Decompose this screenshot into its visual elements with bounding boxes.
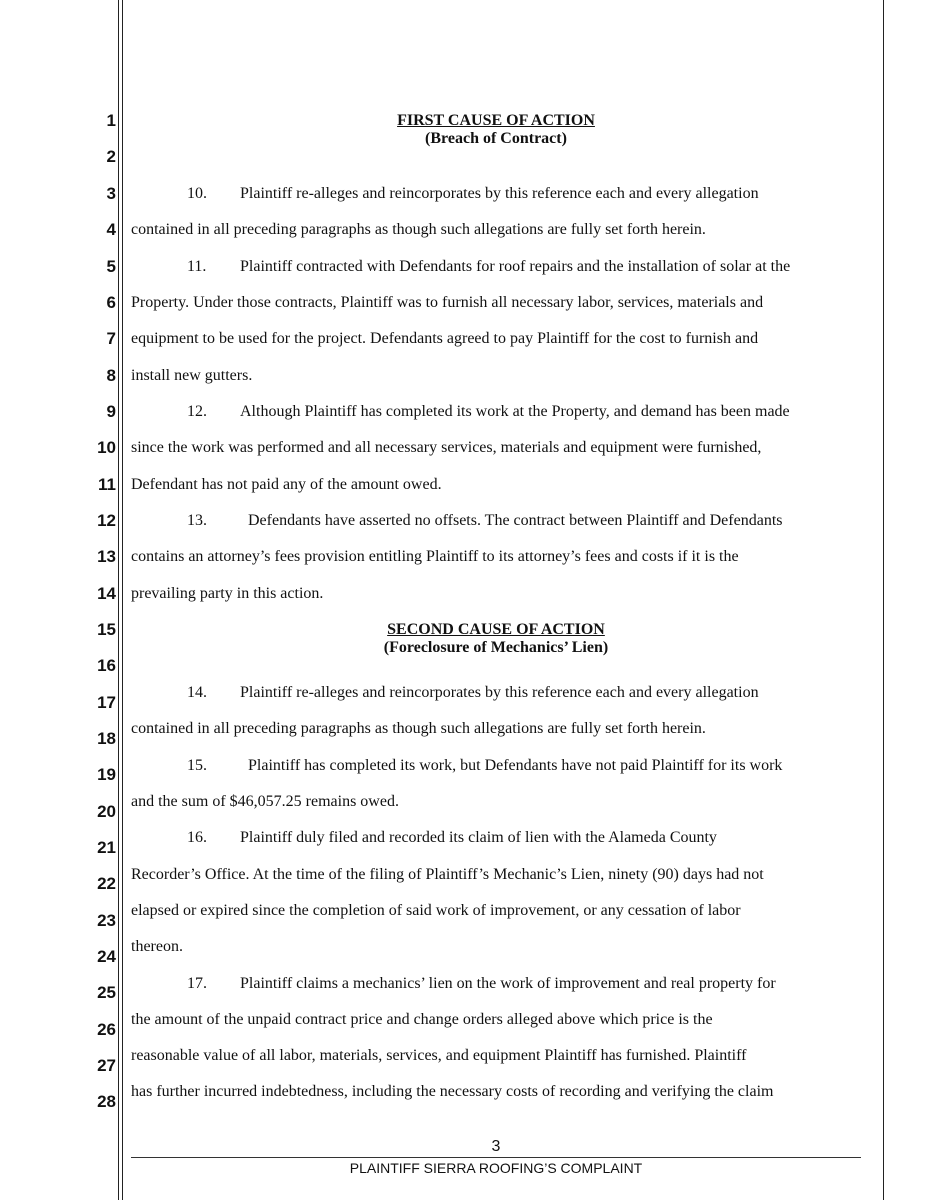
- paragraph-line: [187, 756, 782, 776]
- paragraph-line: [187, 828, 717, 848]
- line-number: 12: [97, 511, 116, 530]
- paragraph-text: Although Plaintiff has completed its work at the Property, and demand has been made: [240, 403, 790, 420]
- line-number: 11: [98, 475, 116, 494]
- line-number: 5: [106, 257, 116, 276]
- line-number: 16: [97, 656, 116, 675]
- line-number: 4: [106, 220, 116, 239]
- paragraph-line: has further incurred indebtedness, including the necessary costs of recording and verifying the claim: [131, 1083, 774, 1100]
- line-number: 14: [97, 584, 116, 603]
- line-number: 17: [97, 693, 116, 712]
- paragraph-line: elapsed or expired since the completion of said work of improvement, or any cessation of labor: [131, 902, 741, 919]
- paragraph-line: contains an attorney’s fees provision entitling Plaintiff to its attorney’s fees and costs if it is the: [131, 548, 739, 565]
- line-number: 26: [97, 1020, 116, 1039]
- paragraph-text: Plaintiff has completed its work, but Defendants have not paid Plaintiff for its work: [244, 757, 783, 774]
- paragraph-line: [187, 511, 782, 531]
- paragraph-text: Plaintiff contracted with Defendants for roof repairs and the installation of solar at the: [240, 258, 791, 275]
- section-heading-first: [131, 112, 861, 148]
- paragraph-line: equipment to be used for the project. Defendants agreed to pay Plaintiff for the cost to furnish and: [131, 330, 759, 347]
- paragraph-line: the amount of the unpaid contract price and change orders alleged above which price is the: [131, 1011, 713, 1028]
- paragraph-number: 12.: [187, 403, 207, 420]
- paragraph-line: and the sum of $46,057.25 remains owed.: [131, 793, 399, 810]
- line-number: 13: [97, 547, 116, 566]
- page-number: 3: [491, 1138, 501, 1155]
- paragraph-line: [187, 184, 759, 204]
- section-subtitle: (Breach of Contract): [425, 130, 567, 147]
- paragraph-line: contained in all preceding paragraphs as though such allegations are fully set forth herein.: [131, 720, 706, 737]
- line-number: 3: [106, 184, 116, 203]
- paragraph-line: [187, 257, 790, 277]
- paragraph-line: thereon.: [131, 938, 183, 955]
- footer-divider: [131, 1157, 861, 1158]
- paragraph-line: Property. Under those contracts, Plaintiff was to furnish all necessary labor, services, materials and: [131, 294, 764, 311]
- line-number: 28: [97, 1092, 116, 1111]
- line-number: 19: [97, 765, 116, 784]
- paragraph-line: contained in all preceding paragraphs as though such allegations are fully set forth herein.: [131, 221, 706, 238]
- line-number: 23: [97, 911, 116, 930]
- paragraph-number: 13.: [187, 512, 207, 529]
- line-number: 27: [97, 1056, 116, 1075]
- paragraph-number: 14.: [187, 684, 207, 701]
- line-number: 25: [97, 983, 116, 1002]
- paragraph-line: [187, 683, 759, 703]
- paragraph-number: 15.: [187, 757, 207, 774]
- right-margin-rule: [883, 0, 884, 1200]
- line-number: 9: [106, 402, 116, 421]
- line-number: 1: [106, 111, 116, 130]
- section-title: FIRST CAUSE OF ACTION: [397, 112, 595, 129]
- paragraph-line: prevailing party in this action.: [131, 585, 324, 602]
- left-margin-rule-1: [118, 0, 119, 1200]
- line-number: 18: [97, 729, 116, 748]
- line-number: 24: [97, 947, 116, 966]
- section-heading-second: [131, 621, 861, 657]
- paragraph-number: 17.: [187, 975, 207, 992]
- paragraph-text: Plaintiff claims a mechanics’ lien on the work of improvement and real property for: [240, 975, 776, 992]
- paragraph-line: since the work was performed and all necessary services, materials and equipment were furnished,: [131, 439, 762, 456]
- line-number: 2: [106, 147, 116, 166]
- line-number: 8: [106, 366, 116, 385]
- left-margin-rule-2: [122, 0, 123, 1200]
- paragraph-text: Plaintiff re-alleges and reincorporates by this reference each and every allegation: [240, 684, 759, 701]
- line-number: 7: [106, 329, 116, 348]
- paragraph-line: [187, 402, 790, 422]
- section-subtitle: (Foreclosure of Mechanics’ Lien): [383, 639, 609, 656]
- paragraph-number: 16.: [187, 829, 207, 846]
- paragraph-line: [187, 974, 776, 994]
- paragraph-line: Recorder’s Office. At the time of the filing of Plaintiff’s Mechanic’s Lien, ninety (90) days had not: [131, 866, 764, 883]
- paragraph-text: Defendants have asserted no offsets. The contract between Plaintiff and Defendants: [244, 512, 783, 529]
- line-number: 20: [97, 802, 116, 821]
- line-number: 10: [97, 438, 116, 457]
- footer-title: PLAINTIFF SIERRA ROOFING’S COMPLAINT: [349, 1160, 643, 1176]
- paragraph-number: 11.: [187, 258, 207, 275]
- line-number: 6: [106, 293, 116, 312]
- paragraph-line: reasonable value of all labor, materials, services, and equipment Plaintiff has furnished. Plaintiff: [131, 1047, 747, 1064]
- line-number: 22: [97, 874, 116, 893]
- paragraph-line: Defendant has not paid any of the amount owed.: [131, 476, 442, 493]
- line-number: 21: [97, 838, 116, 857]
- paragraph-text: Plaintiff duly filed and recorded its claim of lien with the Alameda County: [240, 829, 717, 846]
- line-number: 15: [97, 620, 116, 639]
- section-title: SECOND CAUSE OF ACTION: [387, 621, 605, 638]
- paragraph-line: install new gutters.: [131, 367, 253, 384]
- paragraph-text: Plaintiff re-alleges and reincorporates by this reference each and every allegation: [240, 185, 759, 202]
- paragraph-number: 10.: [187, 185, 207, 202]
